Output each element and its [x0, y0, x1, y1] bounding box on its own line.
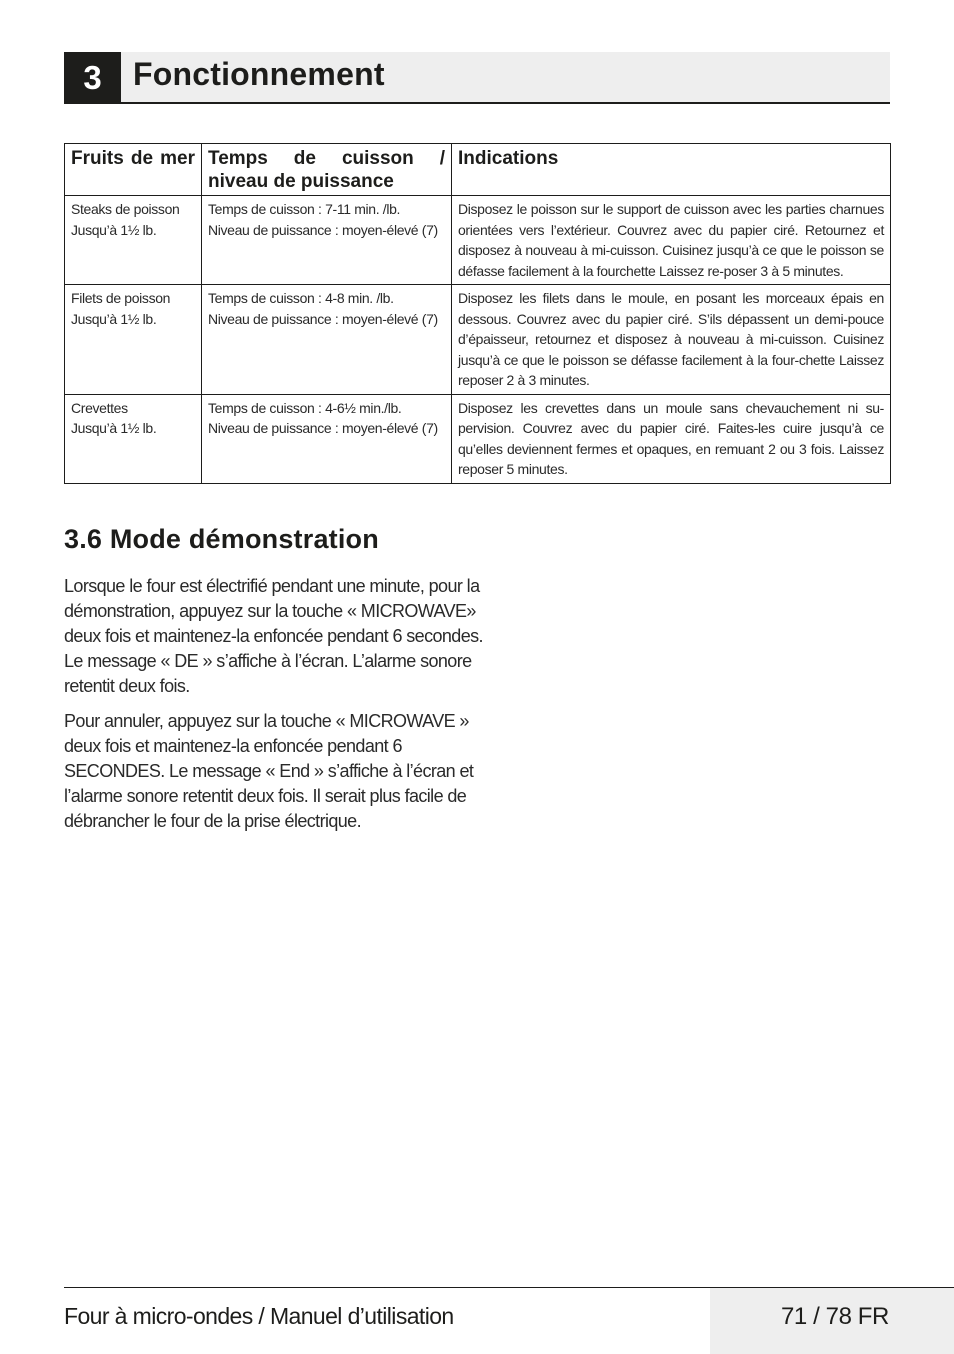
- chapter-header: [64, 52, 890, 104]
- food-name: Crevettes: [71, 399, 128, 416]
- power-level: Niveau de puissance : moyen-élevé (7): [208, 420, 438, 436]
- time-cell: [202, 394, 452, 483]
- table-row: [65, 196, 891, 285]
- section-title: 3.6 Mode démonstration: [64, 524, 379, 554]
- food-cell: [65, 196, 202, 285]
- cancel-demo-paragraph: Pour annuler, appuyez sur la touche « MICROWAVE » deux fois et maintenez-la enfoncée pendant 6 SECONDES. Le message « End » s’affiche à l’écran et l’alarme sonore retentit deux fois. Il serait plus facile de débrancher le four de la prise électrique.: [64, 711, 474, 831]
- food-cell: [65, 285, 202, 395]
- column-header-seafood: Fruits de mer: [65, 144, 202, 196]
- food-amount: Jusqu’à 1½ lb.: [71, 420, 157, 436]
- column-header-cooking-time: Temps de cuisson / niveau de puissance: [202, 144, 452, 196]
- time-cell: [202, 285, 452, 395]
- footer-manual-title: Four à micro-ondes / Manuel d’utilisation: [64, 1303, 454, 1329]
- time-cell: [202, 196, 452, 285]
- table-header-row: [65, 144, 891, 196]
- food-amount: Jusqu’à 1½ lb.: [71, 310, 157, 327]
- chapter-title: Fonctionnement: [133, 56, 385, 92]
- table-row: [65, 394, 891, 483]
- food-name: Filets de poisson: [71, 290, 171, 306]
- cooking-time: Temps de cuisson : 7-11 min. /lb.: [208, 201, 401, 217]
- page-number: 71 / 78 FR: [780, 1303, 889, 1330]
- indications-cell: Disposez les crevettes dans un moule sans chevauchement ni su-pervision. Couvrez avec du papier ciré. Faites-les cuire jusqu’à ce qu’elles deviennent fermes et opaques, en remuant 2 ou 3 fois. Laissez reposer 5 minutes.: [452, 394, 891, 483]
- power-level: Niveau de puissance : moyen-élevé (7): [208, 310, 438, 327]
- power-level: Niveau de puissance : moyen-élevé (7): [208, 221, 438, 238]
- seafood-cooking-table: [64, 143, 891, 484]
- column-header-indications: Indications: [452, 144, 891, 196]
- indications-cell: Disposez le poisson sur le support de cuisson avec les parties charnues orientées vers l’extérieur. Couvrez avec du papier ciré. Retournez et disposez à nouveau à mi-cuisson. Cuisinez jusqu’à ce que le poisson se défasse facilement à la fourchette Laissez re-poser 3 à 5 minutes.: [452, 196, 891, 285]
- food-amount: Jusqu’à 1½ lb.: [71, 221, 157, 238]
- demo-mode-paragraph: Lorsque le four est électrifié pendant une minute, pour la démonstration, appuyez sur la touche « MICROWAVE» deux fois et maintenez-la enfoncée pendant 6 secondes. Le message « DE » s’affiche à l’écran. L’alarme sonore retentit deux fois.: [64, 576, 483, 696]
- cooking-time: Temps de cuisson : 4-8 min. /lb.: [208, 290, 394, 306]
- food-name: Steaks de poisson: [71, 201, 180, 217]
- chapter-number: 3: [64, 52, 121, 104]
- cooking-time: Temps de cuisson : 4-6½ min./lb.: [208, 399, 402, 416]
- food-cell: [65, 394, 202, 483]
- table-row: [65, 285, 891, 395]
- indications-cell: Disposez les filets dans le moule, en posant les morceaux épais en dessous. Couvrez avec du papier ciré. S’ils dépassent un demi-pouce d’épaisseur, retournez et disposez à nouveau à mi-cuisson. Cuisinez jusqu’à ce que le poisson se défasse facilement à la four-chette Laissez reposer 2 à 3 minutes.: [452, 285, 891, 395]
